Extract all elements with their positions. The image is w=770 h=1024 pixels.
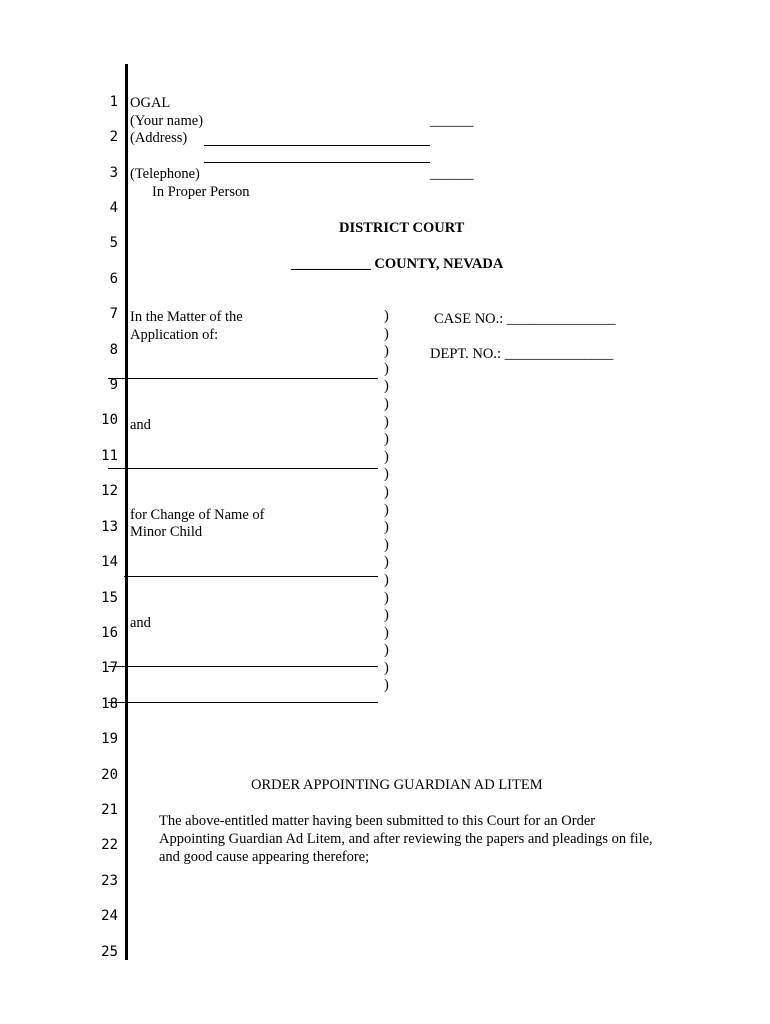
ogal-text: OGAL	[130, 95, 171, 111]
address-label: (Address)	[130, 130, 188, 146]
second-applicant-line[interactable]	[108, 468, 378, 469]
line-number: 24	[101, 908, 118, 924]
line-number: 17	[101, 660, 118, 676]
address-line-1[interactable]	[204, 145, 430, 146]
caption-and-1: and	[130, 417, 151, 433]
line-number: 5	[109, 235, 118, 251]
parent-line-2[interactable]	[108, 702, 378, 703]
line-number: 3	[109, 165, 118, 181]
line-number: 23	[101, 873, 118, 889]
order-body	[159, 812, 719, 866]
minor-child-line[interactable]	[124, 576, 378, 577]
matter-line-1: In the Matter of the	[130, 309, 243, 325]
caption-paren-column: ) ) ) ) ) ) ) ) ) ) ) ) ) ) ) ) ) ) ) ) ) )	[384, 308, 389, 694]
line-number: 18	[101, 696, 118, 712]
matter-line-2: Application of:	[130, 327, 219, 343]
line-number: 20	[101, 767, 118, 783]
line-number: 13	[101, 519, 118, 535]
parent-line-1[interactable]	[108, 666, 378, 667]
line-number: 8	[109, 342, 118, 358]
line-number: 1	[109, 94, 118, 110]
order-body-line: and good cause appearing therefore;	[159, 849, 370, 865]
dept-no-label: DEPT. NO.:	[430, 346, 502, 362]
county-label: COUNTY, NEVADA	[374, 256, 504, 272]
line-number: 4	[109, 200, 118, 216]
line-number: 21	[101, 802, 118, 818]
line-number: 25	[101, 944, 118, 960]
county-heading	[291, 255, 503, 273]
name-blank[interactable]: ______	[430, 113, 474, 129]
case-no-blank[interactable]: _______________	[506, 311, 616, 327]
line-number: 2	[109, 129, 118, 145]
dept-no-field	[430, 345, 613, 363]
line-number: 22	[101, 837, 118, 853]
case-no-label: CASE NO.:	[434, 311, 504, 327]
address-line-2[interactable]	[204, 162, 430, 163]
line-number: 11	[101, 448, 118, 464]
line-number: 15	[101, 590, 118, 606]
telephone-blank[interactable]: ______	[430, 166, 474, 182]
dept-no-blank[interactable]: _______________	[504, 346, 614, 362]
your-name-label: (Your name)	[130, 113, 204, 129]
caption-and-2: and	[130, 615, 151, 631]
county-blank[interactable]: ___________	[291, 256, 371, 272]
order-title: ORDER APPOINTING GUARDIAN AD LITEM	[251, 777, 543, 793]
district-court-heading: DISTRICT COURT	[339, 220, 465, 236]
line-number: 14	[101, 554, 118, 570]
line-number: 16	[101, 625, 118, 641]
change-line-1: for Change of Name of	[130, 507, 265, 523]
change-line-2: Minor Child	[130, 524, 203, 540]
line-number: 10	[101, 412, 118, 428]
order-body-line: The above-entitled matter having been submitted to this Court for an Order	[159, 813, 596, 829]
line-number: 9	[109, 377, 118, 393]
line-number: 6	[109, 271, 118, 287]
applicant-name-line[interactable]	[108, 378, 378, 379]
order-body-line: Appointing Guardian Ad Litem, and after reviewing the papers and pleadings on file,	[159, 831, 653, 847]
margin-rule	[125, 64, 128, 960]
line-number: 7	[109, 306, 118, 322]
case-no-field	[434, 310, 616, 328]
telephone-label: (Telephone)	[130, 166, 200, 182]
proper-person-text: In Proper Person	[152, 184, 250, 200]
line-number: 19	[101, 731, 118, 747]
line-number: 12	[101, 483, 118, 499]
